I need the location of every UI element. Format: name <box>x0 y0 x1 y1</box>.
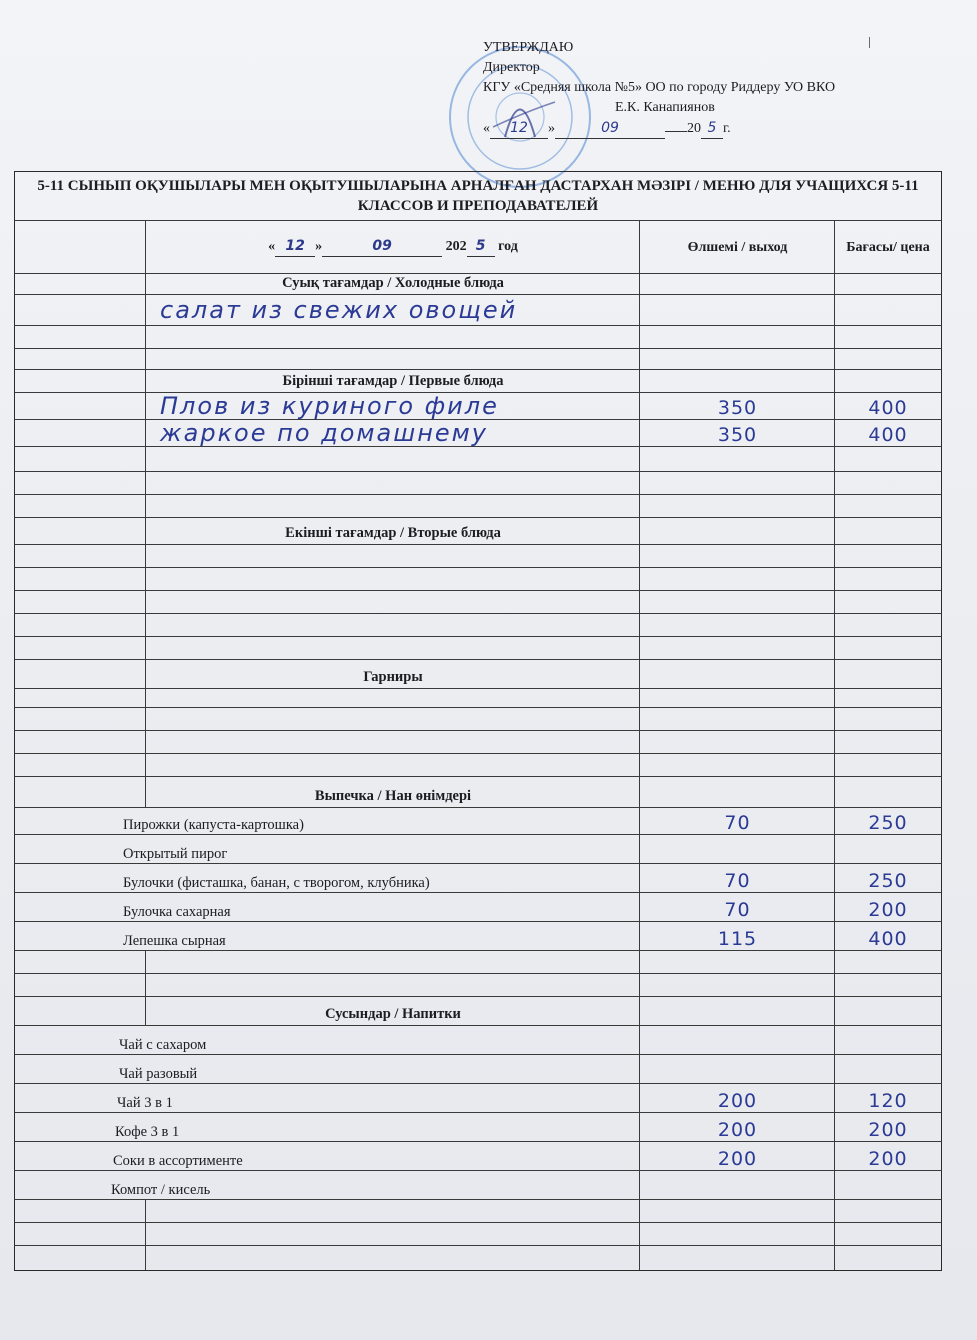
section-first <box>14 369 942 392</box>
dish-name: Чай разовый <box>119 1066 198 1082</box>
dish-price <box>834 1026 941 1054</box>
date-cell: « 12 » 09 202 5 год <box>145 221 640 273</box>
table-row <box>14 707 942 730</box>
dish-price: 400 <box>834 922 941 950</box>
dish-name: Компот / кисель <box>111 1182 211 1198</box>
table-row <box>14 1141 942 1170</box>
dish-name: жаркое по домашнему <box>145 420 654 446</box>
approval-block <box>483 38 835 139</box>
dish-name: Плов из куриного филе <box>145 393 654 419</box>
dish-yield: 200 <box>639 1084 835 1112</box>
dish-price: 250 <box>834 864 941 892</box>
dish-yield: 70 <box>639 893 835 921</box>
menu-date-year-suffix: 5 <box>467 237 495 257</box>
section-label: Екінші тағамдар / Вторые блюда <box>145 518 640 544</box>
section-bakery <box>14 776 942 807</box>
table-row <box>14 1170 942 1199</box>
dish-price <box>834 295 941 325</box>
approval-org: КГУ «Средняя школа №5» ОО по городу Риддеру УО ВКО <box>483 80 836 95</box>
approval-month: 09 <box>555 118 665 139</box>
approval-year-suffix: 5 <box>701 118 723 139</box>
table-row <box>14 807 942 834</box>
dish-name: Чай с сахаром <box>119 1037 207 1053</box>
dish-price: 400 <box>834 393 941 419</box>
table-row <box>14 567 942 590</box>
menu-title: 5-11 СЫНЫП ОҚУШЫЛАРЫ МЕН ОҚЫТУШЫЛАРЫНА АРНАЛҒАН ДАСТАРХАН МӘЗІРІ / МЕНЮ ДЛЯ УЧАЩИХСЯ 5-11 КЛАССОВ И ПРЕПОДАВАТЕЛЕЙ <box>14 171 942 220</box>
section-label: Сусындар / Напитки <box>145 997 640 1025</box>
menu-date-word: год <box>498 239 518 254</box>
table-row <box>14 325 942 348</box>
approval-day: 12 <box>490 118 548 139</box>
section-label: Суық тағамдар / Холодные блюда <box>145 274 640 294</box>
menu-date-day: 12 <box>275 237 315 257</box>
table-row <box>14 753 942 776</box>
table-row <box>14 1025 942 1054</box>
dish-yield <box>639 1026 835 1054</box>
table-row <box>14 688 942 707</box>
dish-name: Булочки (фисташка, банан, с творогом, клубника) <box>123 875 430 891</box>
table-row <box>14 1112 942 1141</box>
section-second <box>14 517 942 544</box>
dish-price: 400 <box>834 420 941 446</box>
table-row <box>14 730 942 753</box>
table-row <box>14 1222 942 1245</box>
table-row <box>14 590 942 613</box>
dish-yield: 200 <box>639 1113 835 1141</box>
dish-name: Чай 3 в 1 <box>117 1095 173 1111</box>
menu-date-year-prefix: 202 <box>445 239 467 254</box>
table-row <box>14 973 942 996</box>
dish-yield <box>639 1171 835 1199</box>
dish-price: 250 <box>834 808 941 834</box>
dish-price <box>834 1055 941 1083</box>
menu-table <box>14 171 942 1271</box>
approval-title: УТВЕРЖДАЮ <box>483 40 574 55</box>
pen-mark: ǀ <box>868 35 872 52</box>
dish-price <box>834 835 941 863</box>
table-row <box>14 1199 942 1222</box>
dish-yield <box>639 835 835 863</box>
table-row <box>14 636 942 659</box>
dish-yield <box>639 1055 835 1083</box>
table-row <box>14 446 942 471</box>
dish-price <box>834 1171 941 1199</box>
dish-yield: 115 <box>639 922 835 950</box>
dish-name: Открытый пирог <box>123 846 228 862</box>
table-row <box>14 294 942 325</box>
table-row <box>14 613 942 636</box>
section-cold <box>14 273 942 294</box>
menu-date-month: 09 <box>322 237 442 257</box>
dish-price: 200 <box>834 1142 941 1170</box>
table-row <box>14 471 942 494</box>
table-row <box>14 1083 942 1112</box>
table-row <box>14 1054 942 1083</box>
table-row <box>14 348 942 369</box>
dish-yield: 350 <box>639 393 835 419</box>
table-row <box>14 419 942 446</box>
dish-yield: 70 <box>639 808 835 834</box>
table-row <box>14 892 942 921</box>
dish-name: Булочка сахарная <box>123 904 231 920</box>
dish-yield: 200 <box>639 1142 835 1170</box>
dish-yield: 70 <box>639 864 835 892</box>
dish-name: Кофе 3 в 1 <box>115 1124 180 1140</box>
dish-name: Соки в ассортименте <box>113 1153 243 1169</box>
approval-year-end: г. <box>723 121 731 136</box>
table-row <box>14 544 942 567</box>
table-header <box>14 220 942 273</box>
table-row <box>14 863 942 892</box>
table-row <box>14 392 942 419</box>
dish-name: Пирожки (капуста-картошка) <box>123 817 304 833</box>
table-row <box>14 834 942 863</box>
section-label: Выпечка / Нан өнімдері <box>145 777 640 807</box>
dish-name: салат из свежих овощей <box>145 295 654 325</box>
approval-date: « 12 » 09 20 5 г. <box>483 118 835 139</box>
approval-name: Е.К. Канапиянов <box>615 100 715 115</box>
dish-yield: 350 <box>639 420 835 446</box>
dish-price: 200 <box>834 893 941 921</box>
section-drinks <box>14 996 942 1025</box>
dish-price: 200 <box>834 1113 941 1141</box>
table-row <box>14 1245 942 1271</box>
table-row <box>14 921 942 950</box>
table-row <box>14 494 942 517</box>
table-row <box>14 950 942 973</box>
section-label: Гарниры <box>145 660 640 688</box>
section-label: Бірінші тағамдар / Первые блюда <box>145 370 640 392</box>
col-yield-header: Өлшемі / выход <box>639 221 835 273</box>
col-price-header: Бағасы/ цена <box>834 221 941 273</box>
dish-price: 120 <box>834 1084 941 1112</box>
approval-year-prefix: 20 <box>687 121 701 136</box>
approval-role: Директор <box>483 60 540 75</box>
dish-yield <box>639 295 835 325</box>
section-garnish <box>14 659 942 688</box>
dish-name: Лепешка сырная <box>123 933 226 949</box>
